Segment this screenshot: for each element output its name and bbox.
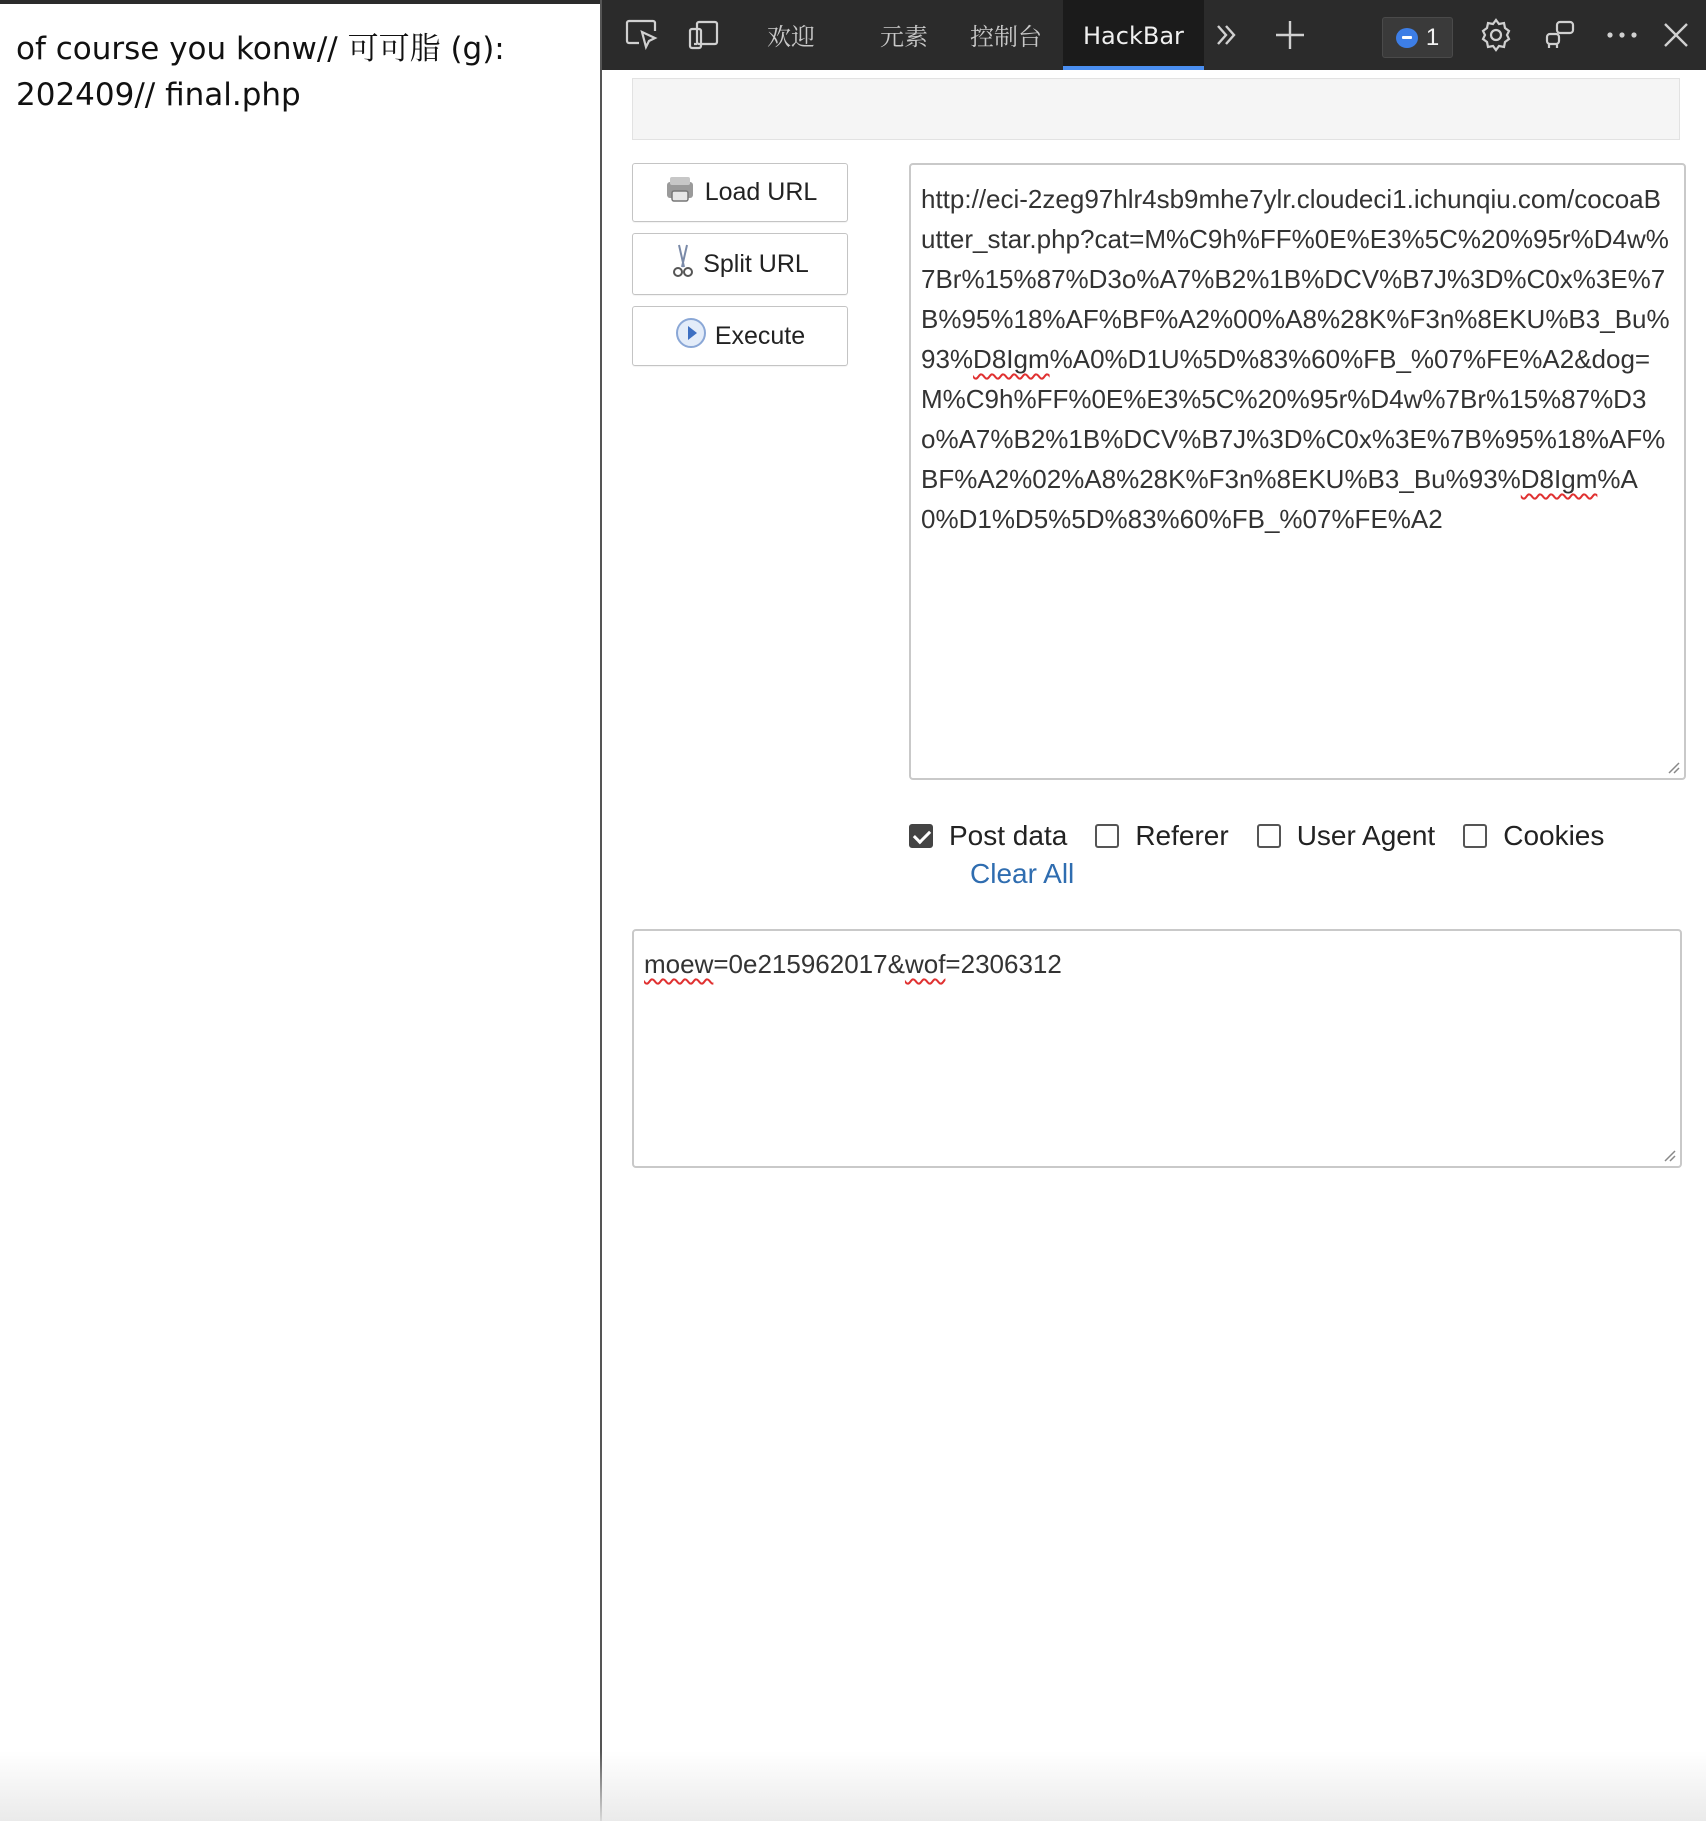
tab-welcome[interactable]: 欢迎 <box>767 23 815 51</box>
load-url-icon <box>663 174 697 211</box>
clear-all-link[interactable]: Clear All <box>970 858 1075 889</box>
spellcheck-word: D8Igm <box>1520 464 1598 494</box>
device-emulation-icon[interactable] <box>684 17 724 53</box>
more-options-icon[interactable] <box>1602 17 1642 53</box>
referer-checkbox[interactable] <box>1095 824 1119 848</box>
customize-icon[interactable] <box>1540 17 1580 53</box>
user-agent-option[interactable] <box>1257 820 1436 852</box>
resize-grip-icon[interactable] <box>1666 760 1680 774</box>
play-icon <box>675 317 707 356</box>
user-agent-checkbox[interactable] <box>1257 824 1281 848</box>
resize-grip-icon[interactable] <box>1662 1148 1676 1162</box>
user-agent-label: User Agent <box>1296 820 1436 851</box>
post-data-textarea[interactable] <box>632 929 1682 1168</box>
more-tabs-icon[interactable] <box>1211 17 1241 53</box>
add-tab-icon[interactable] <box>1272 17 1308 53</box>
issues-count: 1 <box>1425 23 1440 51</box>
page-output-text: of course you konw// 可可脂 (g): 202409// final.php <box>16 31 505 113</box>
page-viewport <box>0 4 600 1821</box>
url-textarea[interactable] <box>909 163 1686 780</box>
split-url-label: Split URL <box>703 249 809 278</box>
spellcheck-word: D8Igm <box>973 344 1050 374</box>
load-url-button[interactable] <box>632 163 848 222</box>
scissors-icon <box>671 243 695 286</box>
post-data-checkbox[interactable] <box>909 824 933 848</box>
issues-icon <box>1396 28 1418 48</box>
cookies-label: Cookies <box>1503 820 1605 851</box>
hackbar-top-bar <box>632 78 1680 140</box>
settings-icon[interactable] <box>1476 17 1516 53</box>
referer-option[interactable] <box>1095 820 1228 852</box>
post-data-label: Post data <box>949 820 1068 851</box>
execute-label: Execute <box>714 321 806 350</box>
bottom-shadow <box>0 1751 1706 1821</box>
inspect-icon[interactable] <box>622 17 662 53</box>
devtools-panel <box>602 0 1706 1821</box>
devtools-toolbar <box>602 0 1706 70</box>
referer-label: Referer <box>1135 820 1229 851</box>
load-url-label: Load URL <box>704 178 818 206</box>
spellcheck-word: moew <box>644 949 714 979</box>
tab-hackbar[interactable]: HackBar <box>1063 0 1204 70</box>
close-icon[interactable] <box>1658 17 1694 53</box>
post-data-option[interactable] <box>909 820 1067 852</box>
execute-button[interactable] <box>632 306 848 366</box>
issues-button[interactable] <box>1382 17 1453 58</box>
post-data-text: moew=0e215962017&wof=2306312 <box>644 949 1062 979</box>
cookies-checkbox[interactable] <box>1463 824 1487 848</box>
hackbar-options <box>909 816 1632 856</box>
tab-console[interactable]: 控制台 <box>970 23 1042 51</box>
split-url-button[interactable] <box>632 233 848 295</box>
tab-elements[interactable]: 元素 <box>880 23 928 51</box>
spellcheck-word: wof <box>904 949 946 979</box>
cookies-option[interactable] <box>1463 820 1604 852</box>
url-text: http://eci-2zeg97hlr4sb9mhe7ylr.cloudeci1.ichunqiu.com/cocoaButter_star.php?cat=M%C9h%FF%0E%E3%5C%20%95r%D4w%7Br%15%87%D3o%A7%B2%1B%DCV%B7J%3D%C0x%3E%7B%95%18%AF%BF%A2%00%A8%28K%F3n%8EKU%B3_Bu%93%D8Igm%A0%D1U%5D%83%60%FB_%07%FE%A2&dog=M%C9h%FF%0E%E3%5C%20%95r%D4w%7Br%15%87%D3o%A7%B2%1B%DCV%B7J%3D%C0x%3E%7B%95%18%AF%BF%A2%02%A8%28K%F3n%8EKU%B3_Bu%93%D8Igm%A0%D1%D5%5D%83%60%FB_%07%FE%A2 <box>921 184 1670 534</box>
